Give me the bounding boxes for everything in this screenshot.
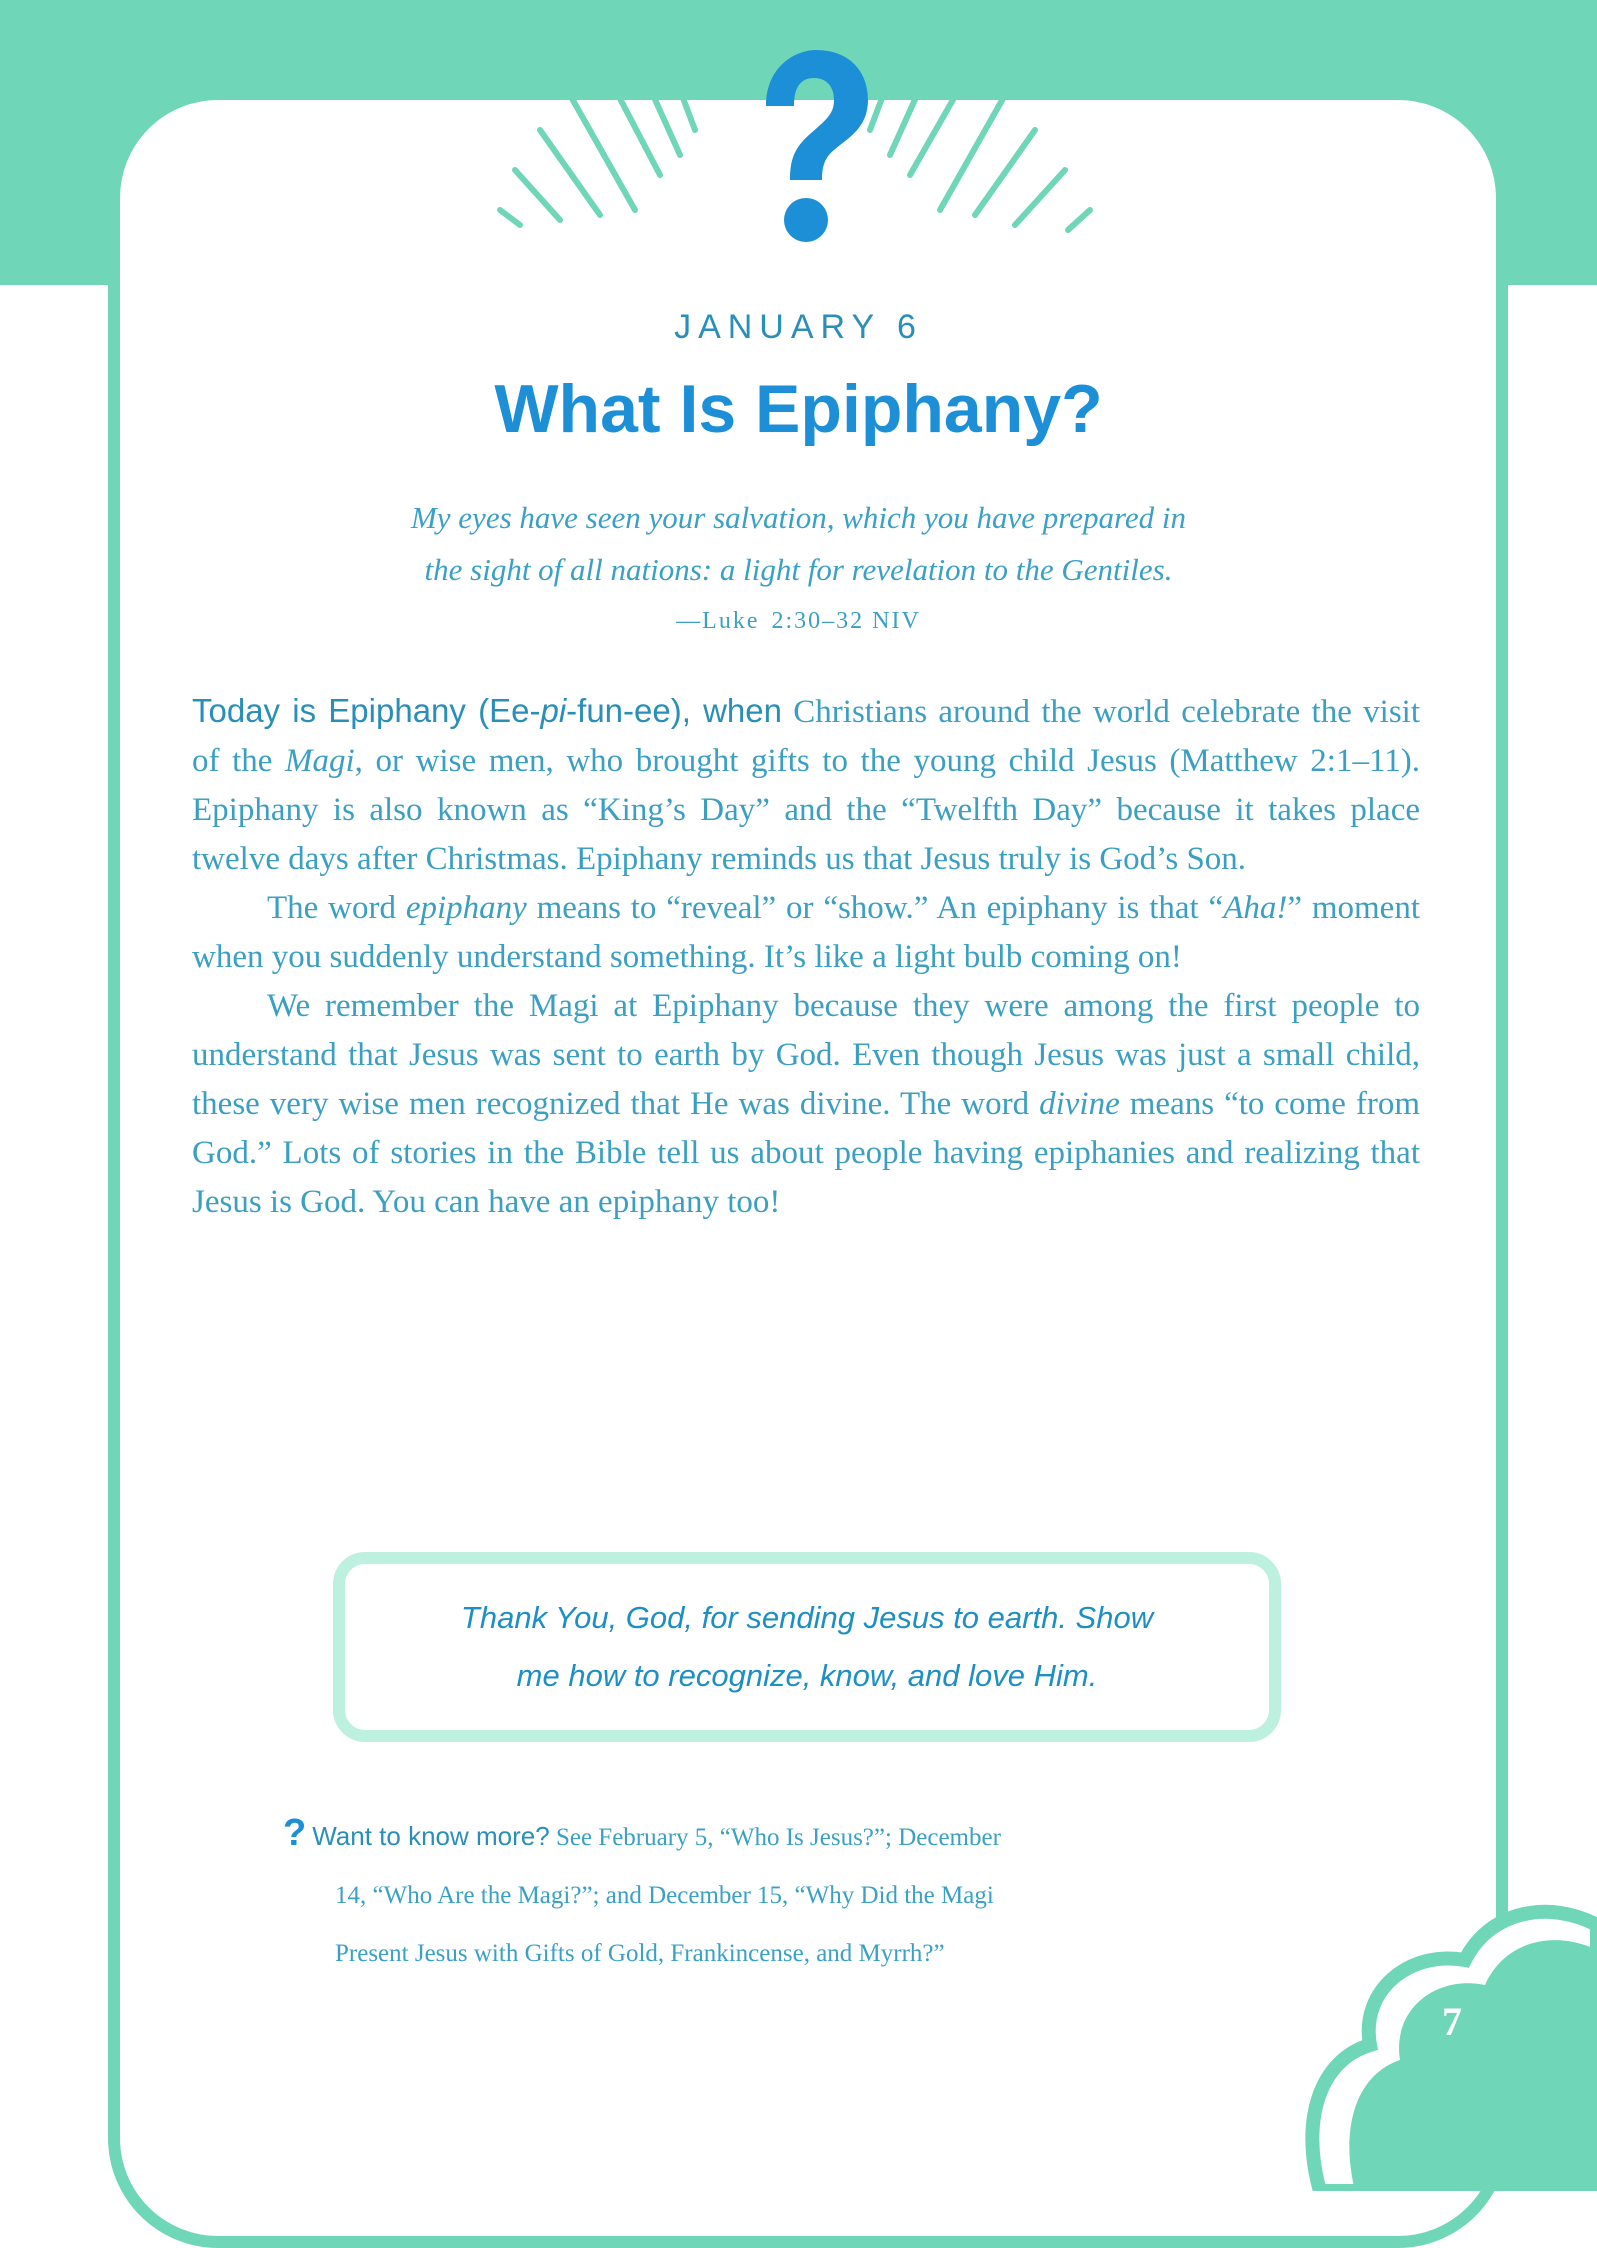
more-line: ? Want to know more? See February 5, “Who Is Jesus?”; December <box>283 1812 1001 1854</box>
verse-line: My eyes have seen your salvation, which you have prepared in <box>410 500 1187 535</box>
more-line: 14, “Who Are the Magi?”; and December 15, “Why Did the Magi <box>335 1882 994 1909</box>
prayer-line: Thank You, God, for sending Jesus to earth. Show <box>460 1600 1154 1635</box>
prayer-line: me how to recognize, know, and love Him. <box>516 1658 1098 1693</box>
lead-in: Today is Epiphany (Ee-pi-fun-ee), when <box>192 692 782 729</box>
page-number: 7 <box>1442 1999 1462 2044</box>
body-paragraph-1: Today is Epiphany (Ee-pi-fun-ee), when Christians around the world celebrate the visit of the Magi, or wise men, who brought gifts to the young child Jesus (Matthew 2:1–11). Epiphany is also known as “King’s Day” and the “Twelfth Day” because it takes place twelve days after Christmas. Epiphany reminds us that Jesus truly is God’s Son. <box>192 692 1420 877</box>
question-mark-icon <box>738 38 878 253</box>
more-question-icon: ? <box>283 1812 307 1854</box>
body-paragraph-2: The word epiphany means to “reveal” or “show.” An epiphany is that “Aha!” moment when you suddenly understand something. It’s like a light bulb coming on! <box>192 890 1420 975</box>
verse-reference-book: —Luke <box>676 608 760 634</box>
body-paragraph-3: We remember the Magi at Epiphany because they were among the first people to understand that Jesus was sent to earth by God. Even though Jesus was just a small child, these very wise men recognized that He was divine. The word divine means “to come from God.” Lots of stories in the Bible tell us about people having epiphanies and realizing that Jesus is God. You can have an epiphany too! <box>192 988 1421 1220</box>
page-title: What Is Epiphany? <box>494 371 1103 447</box>
more-lead: Want to know more? <box>312 1821 550 1851</box>
verse-reference-chapter: 2:30–32 NIV <box>771 608 921 634</box>
prayer-text <box>397 1589 1217 1705</box>
scripture-verse <box>200 492 1397 596</box>
more-line: Present Jesus with Gifts of Gold, Frankincense, and Myrrh?” <box>335 1940 945 1967</box>
prayer-box <box>333 1552 1281 1742</box>
verse-line: the sight of all nations: a light for revelation to the Gentiles. <box>424 552 1173 587</box>
body-text <box>192 686 1420 1227</box>
want-to-know-more <box>283 1804 1323 1983</box>
date-label: JANUARY 6 <box>674 308 923 346</box>
verse-reference <box>0 608 1597 635</box>
